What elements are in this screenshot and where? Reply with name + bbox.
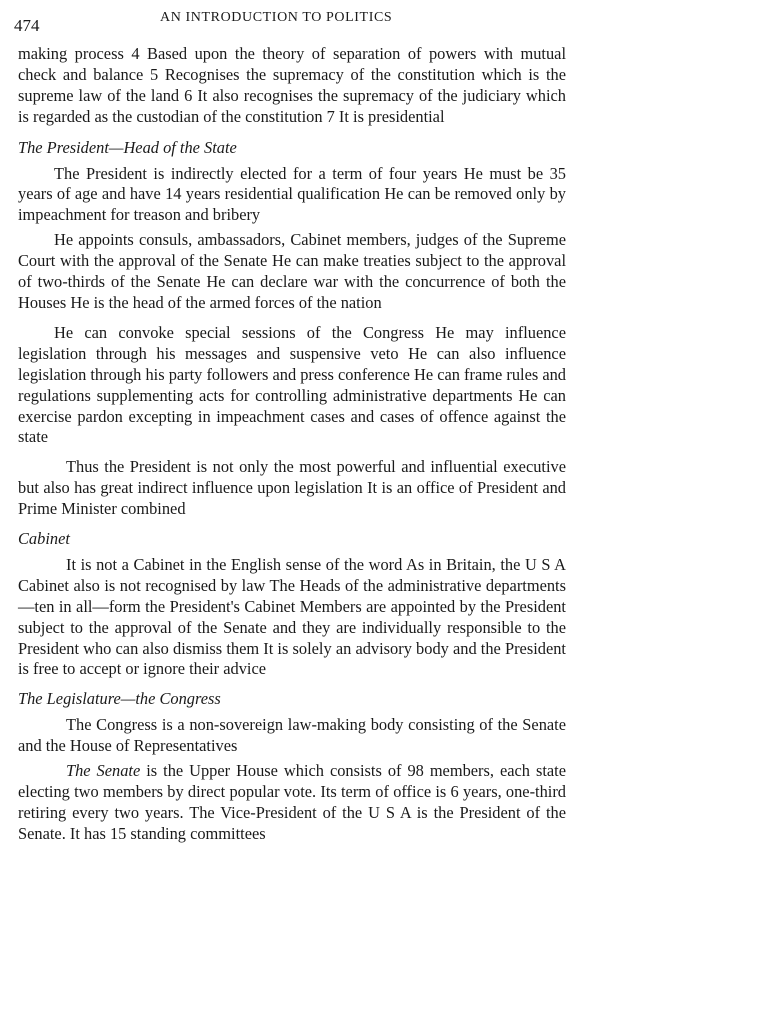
- running-title: AN INTRODUCTION TO POLITICS: [160, 10, 393, 25]
- section-heading-president: The President—Head of the State: [18, 137, 237, 157]
- section-heading-legislature: The Legislature—the Congress: [18, 689, 221, 709]
- paragraph-congress: The Congress is a non-sovereign law-making body consisting of the Senate and the House of Representatives: [18, 715, 566, 756]
- intro-paragraph: making process 4 Based upon the theory of separation of powers with mutual check and balance 5 Recognises the supremacy of the constitution which is the supreme law of the land 6 It also recognises the supremacy of the judiciary which is regarded as the custodian of the constitution 7 It is presidential: [18, 44, 566, 126]
- paragraph-cabinet: It is not a Cabinet in the English sense of the word As in Britain, the U S A Cabinet also is not recognised by law The Heads of the administrative departments—ten in all—form the President's Cabinet Members are appointed by the President subject to the approval of the Senate and they are individually responsible to the President who can also dismiss them It is solely an advisory body and the President is free to accept or ignore their advice: [18, 554, 566, 679]
- paragraph-president-appointments: He appoints consuls, ambassadors, Cabinet members, judges of the Supreme Court with the approval of the Senate He can make treaties subject to the approval of two-thirds of the Senate He can declare war with the concurrence of both the Houses He is the head of the armed forces of the nation: [18, 230, 566, 312]
- senate-text: is the Upper House which consists of 98 members, each state electing two members by direct popular vote. Its term of office is 6 years, one-third retiring every two years. The Vice-President of the U S A is the President of the Senate. It has 15 standing committees: [18, 761, 566, 843]
- page-body: [18, 44, 566, 845]
- paragraph-president-election: The President is indirectly elected for a term of four years He must be 35 years of age and have 14 years residential qualification He can be removed only by impeachment for treason and bribery: [18, 163, 566, 225]
- running-header: [14, 6, 578, 34]
- page-number: 474: [14, 16, 40, 35]
- paragraph-senate: [18, 761, 566, 845]
- paragraph-president-legislation: He can convoke special sessions of the Congress He may influence legislation through his messages and suspensive veto He can also influence legislation through his party followers and press conference He can frame rules and regulations supplementing acts for controlling administrative departments He can exercise pardon excepting in impeachment cases and cases of offence against the state: [18, 322, 566, 447]
- section-heading-cabinet: Cabinet: [18, 529, 70, 549]
- senate-label: The Senate: [66, 761, 141, 781]
- paragraph-president-summary: Thus the President is not only the most powerful and influential executive but also has great indirect influence upon legislation It is an office of President and Prime Minister combined: [18, 457, 566, 519]
